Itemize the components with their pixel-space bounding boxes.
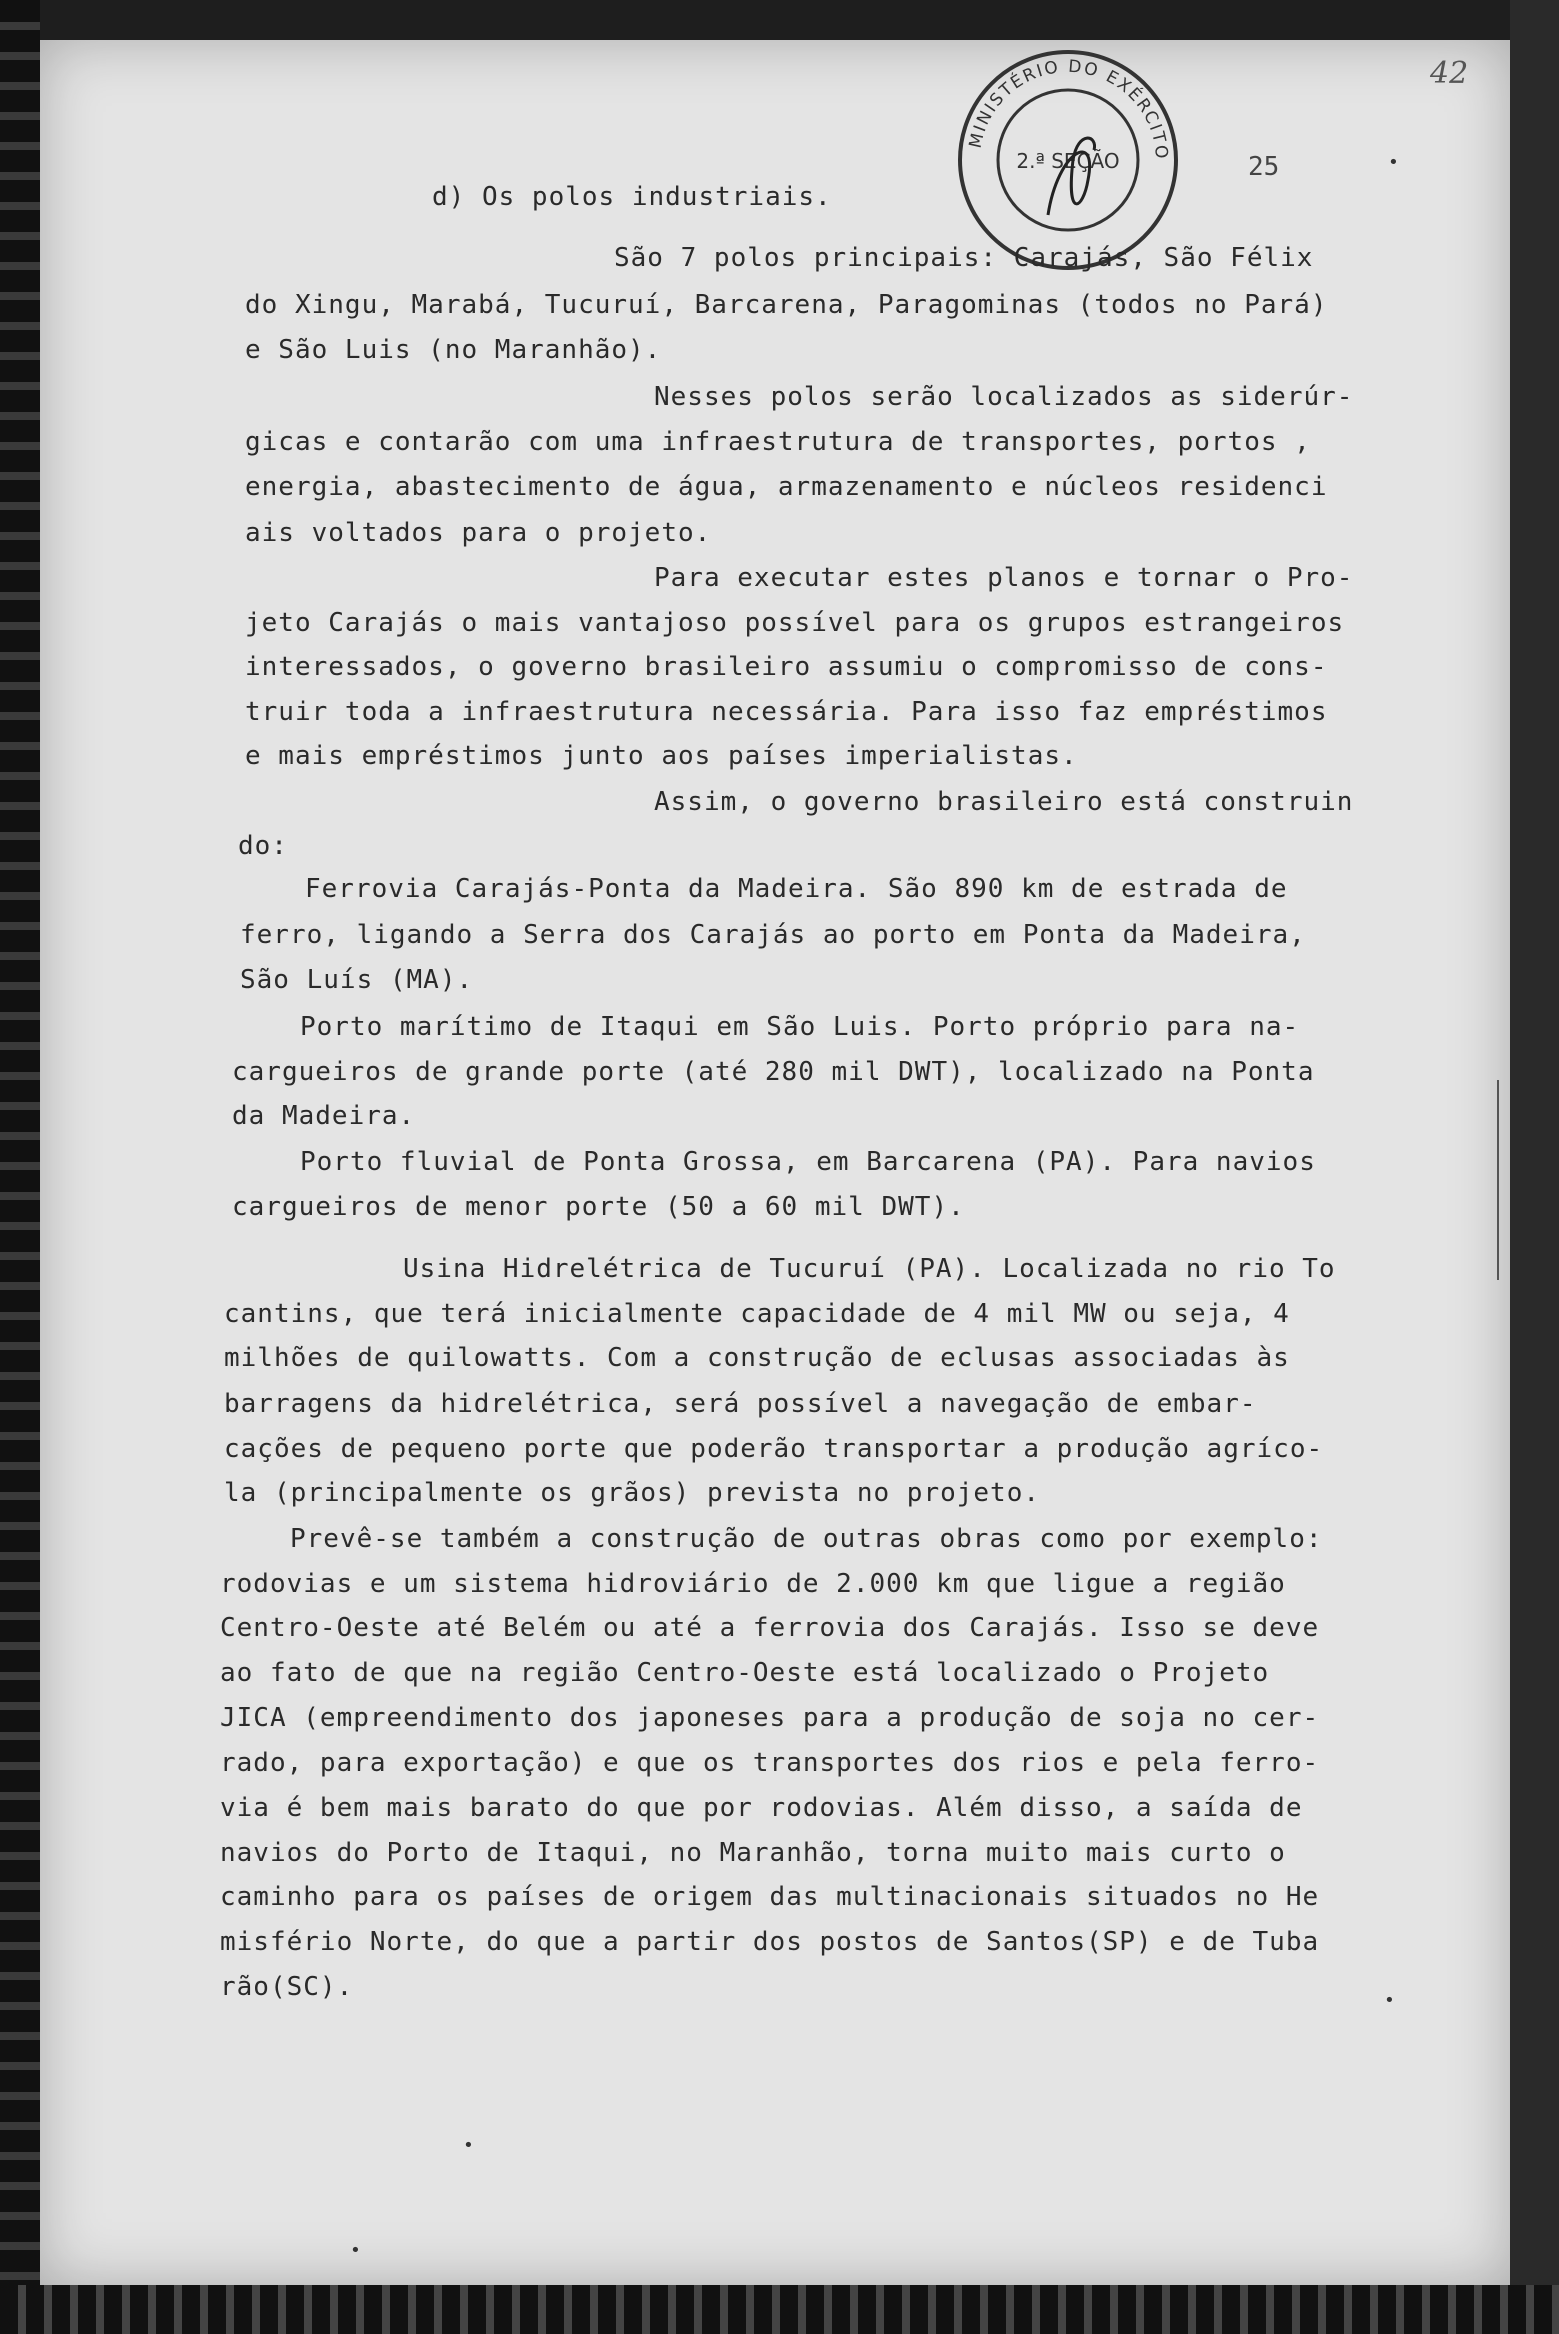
text-line-27: cações de pequeno porte que poderão transportar a produção agríco- — [224, 1434, 1324, 1464]
text-line-22: cargueiros de menor porte (50 a 60 mil DWT). — [232, 1192, 965, 1222]
text-line-37: caminho para os países de origem das multinacionais situados no He — [220, 1882, 1320, 1912]
text-line-33: JICA (empreendimento dos japoneses para a produção de soja no cer- — [220, 1703, 1320, 1733]
text-line-23: Usina Hidrelétrica de Tucuruí (PA). Localizada no rio To — [403, 1254, 1336, 1284]
text-line-19: cargueiros de grande porte (até 280 mil DWT), localizado na Ponta — [232, 1057, 1315, 1087]
text-line-11: truir toda a infraestrutura necessária. Para isso faz empréstimos — [245, 697, 1328, 727]
text-line-4: Nesses polos serão localizados as siderúr- — [654, 382, 1354, 412]
text-line-28: la (principalmente os grãos) prevista no projeto. — [224, 1478, 1041, 1508]
text-line-25: milhões de quilowatts. Com a construção de eclusas associadas às — [224, 1343, 1290, 1373]
text-line-13: Assim, o governo brasileiro está construin — [654, 787, 1354, 817]
text-line-15: Ferrovia Carajás-Ponta da Madeira. São 890 km de estrada de — [305, 874, 1288, 904]
stamp-center-text: 2.ª SEÇÃO — [1016, 149, 1120, 173]
film-edge-right — [1510, 0, 1559, 2334]
text-line-1: São 7 polos principais: Carajás, São Félix — [614, 243, 1314, 273]
text-line-20: da Madeira. — [232, 1101, 416, 1131]
scan-dot: • — [350, 2240, 361, 2261]
text-line-29: Prevê-se também a construção de outras obras como por exemplo: — [290, 1524, 1323, 1554]
text-line-24: cantins, que terá inicialmente capacidade de 4 mil MW ou seja, 4 — [224, 1299, 1290, 1329]
text-line-12: e mais empréstimos junto aos países imperialistas. — [245, 741, 1078, 771]
film-edge-left — [0, 0, 40, 2334]
text-line-38: misfério Norte, do que a partir dos postos de Santos(SP) e de Tuba — [220, 1927, 1320, 1957]
text-line-9: jeto Carajás o mais vantajoso possível para os grupos estrangeiros — [245, 608, 1345, 638]
text-line-32: ao fato de que na região Centro-Oeste está localizado o Projeto — [220, 1658, 1270, 1688]
text-line-16: ferro, ligando a Serra dos Carajás ao porto em Ponta da Madeira, — [240, 920, 1306, 950]
text-line-2: do Xingu, Marabá, Tucuruí, Barcarena, Paragominas (todos no Pará) — [245, 290, 1328, 320]
film-edge-bottom — [0, 2285, 1559, 2334]
text-line-31: Centro-Oeste até Belém ou até a ferrovia dos Carajás. Isso se deve — [220, 1613, 1320, 1643]
typed-page-number: 25 — [1248, 152, 1280, 182]
text-line-34: rado, para exportação) e que os transportes dos rios e pela ferro- — [220, 1748, 1320, 1778]
scan-dot: • — [1388, 152, 1399, 173]
stamp-ring-text: MINISTÉRIO DO EXÉRCITO — [965, 56, 1172, 162]
text-line-3: e São Luis (no Maranhão). — [245, 335, 662, 365]
text-line-8: Para executar estes planos e tornar o Pro- — [654, 563, 1354, 593]
text-line-17: São Luís (MA). — [240, 965, 474, 995]
section-heading: d) Os polos industriais. — [432, 182, 832, 212]
text-line-39: rão(SC). — [220, 1972, 354, 2002]
scan-dot: • — [463, 2135, 474, 2156]
text-line-18: Porto marítimo de Itaqui em São Luis. Porto próprio para na- — [300, 1012, 1300, 1042]
text-line-7: ais voltados para o projeto. — [245, 518, 712, 548]
text-line-30: rodovias e um sistema hidroviário de 2.000 km que ligue a região — [220, 1569, 1286, 1599]
text-line-6: energia, abastecimento de água, armazenamento e núcleos residenci — [245, 472, 1328, 502]
text-line-5: gicas e contarão com uma infraestrutura de transportes, portos , — [245, 427, 1311, 457]
svg-text:MINISTÉRIO DO EXÉRCITO — [966, 57, 1172, 161]
handwritten-page-number: 42 — [1430, 56, 1469, 91]
text-line-26: barragens da hidrelétrica, será possível a navegação de embar- — [224, 1389, 1257, 1419]
text-line-21: Porto fluvial de Ponta Grossa, em Barcarena (PA). Para navios — [300, 1147, 1316, 1177]
margin-line — [1497, 1080, 1499, 1280]
text-line-10: interessados, o governo brasileiro assumiu o compromisso de cons- — [245, 652, 1328, 682]
scan-dot: • — [1384, 1990, 1395, 2011]
text-line-35: via é bem mais barato do que por rodovias. Além disso, a saída de — [220, 1793, 1303, 1823]
text-line-36: navios do Porto de Itaqui, no Maranhão, torna muito mais curto o — [220, 1838, 1286, 1868]
text-line-14: do: — [238, 831, 288, 861]
